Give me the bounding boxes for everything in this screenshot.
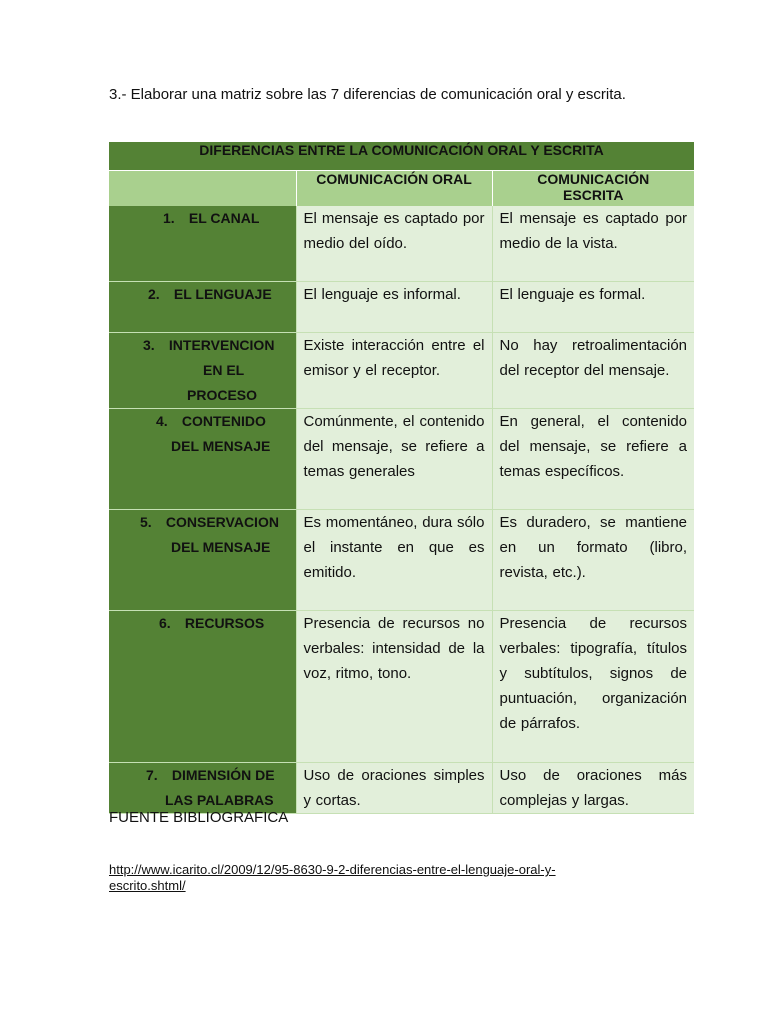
escrita-cell: Presencia de recursos verbales: tipografía, títulos y subtítulos, signos de puntuación, organización de párrafos. — [492, 610, 694, 762]
matrix-title-text: DIFERENCIAS ENTRE LA COMUNICACIÓN ORAL Y ESCRITA — [199, 142, 604, 158]
row-number: 2. — [148, 285, 160, 302]
row-label-line: RECURSOS — [184, 614, 265, 631]
table-row — [109, 332, 694, 408]
escrita-cell: Uso de oraciones más complejas y largas. — [492, 762, 694, 813]
row-label-line: LAS PALABRAS — [165, 791, 274, 808]
oral-cell: El lenguaje es informal. — [296, 281, 492, 332]
row-number: 3. — [143, 336, 155, 353]
row-label-line: INTERVENCION — [168, 336, 275, 353]
table-row — [109, 509, 694, 610]
escrita-cell: En general, el contenido del mensaje, se refiere a temas específicos. — [492, 408, 694, 509]
row-label — [109, 610, 296, 762]
row-label-line: DIMENSIÓN DE — [171, 766, 275, 783]
row-label-line: EN EL — [203, 361, 245, 378]
table-row — [109, 610, 694, 762]
oral-cell: El mensaje es captado por medio del oído. — [296, 206, 492, 281]
row-label-line: DEL MENSAJE — [171, 437, 271, 454]
escrita-cell: No hay retroalimentación del receptor del mensaje. — [492, 332, 694, 408]
row-number: 7. — [146, 766, 158, 783]
row-label — [109, 332, 296, 408]
row-label — [109, 762, 296, 813]
matrix-title — [109, 142, 694, 171]
oral-cell: Uso de oraciones simples y cortas. — [296, 762, 492, 813]
header-oral — [296, 171, 492, 207]
oral-cell: Es momentáneo, dura sólo el instante en que es emitido. — [296, 509, 492, 610]
header-escrita-line1: COMUNICACIÓN — [537, 171, 650, 187]
row-label-line: EL CANAL — [188, 210, 260, 226]
row-label — [109, 509, 296, 610]
row-label — [109, 408, 296, 509]
row-number: 4. — [156, 412, 168, 429]
row-number: 1. — [163, 210, 175, 226]
header-escrita — [492, 171, 694, 207]
row-number: 6. — [159, 614, 171, 631]
matrix-header-row — [109, 171, 694, 207]
escrita-cell: El mensaje es captado por medio de la vista. — [492, 206, 694, 281]
escrita-cell: El lenguaje es formal. — [492, 281, 694, 332]
row-label-line: DEL MENSAJE — [171, 538, 271, 555]
table-row — [109, 206, 694, 281]
header-escrita-line2: ESCRITA — [563, 187, 624, 203]
matrix-title-row — [109, 142, 694, 171]
table-row — [109, 762, 694, 813]
row-label — [109, 206, 296, 281]
oral-cell: Existe interacción entre el emisor y el receptor. — [296, 332, 492, 408]
row-label-line: CONSERVACION — [165, 513, 279, 530]
assignment-instruction: 3.- Elaborar una matriz sobre las 7 diferencias de comunicación oral y escrita. — [109, 86, 626, 103]
escrita-cell: Es duradero, se mantiene en un formato (libro, revista, etc.). — [492, 509, 694, 610]
table-row — [109, 408, 694, 509]
differences-matrix — [109, 142, 694, 814]
bibliography-link[interactable]: http://www.icarito.cl/2009/12/95-8630-9-2-diferencias-entre-el-lenguaje-oral-y-escrito.shtml/ — [109, 862, 556, 893]
row-label — [109, 281, 296, 332]
table-row — [109, 281, 694, 332]
row-label-line: PROCESO — [187, 386, 258, 403]
oral-cell: Comúnmente, el contenido del mensaje, se refiere a temas generales — [296, 408, 492, 509]
row-label-line: CONTENIDO — [181, 412, 266, 429]
row-label-line: EL LENGUAJE — [173, 285, 272, 302]
header-empty-cell — [109, 171, 296, 207]
header-oral-text: COMUNICACIÓN ORAL — [316, 171, 472, 187]
bibliography-title: FUENTE BIBLIOGRAFICA — [109, 809, 289, 826]
oral-cell: Presencia de recursos no verbales: intensidad de la voz, ritmo, tono. — [296, 610, 492, 762]
row-number: 5. — [140, 513, 152, 530]
